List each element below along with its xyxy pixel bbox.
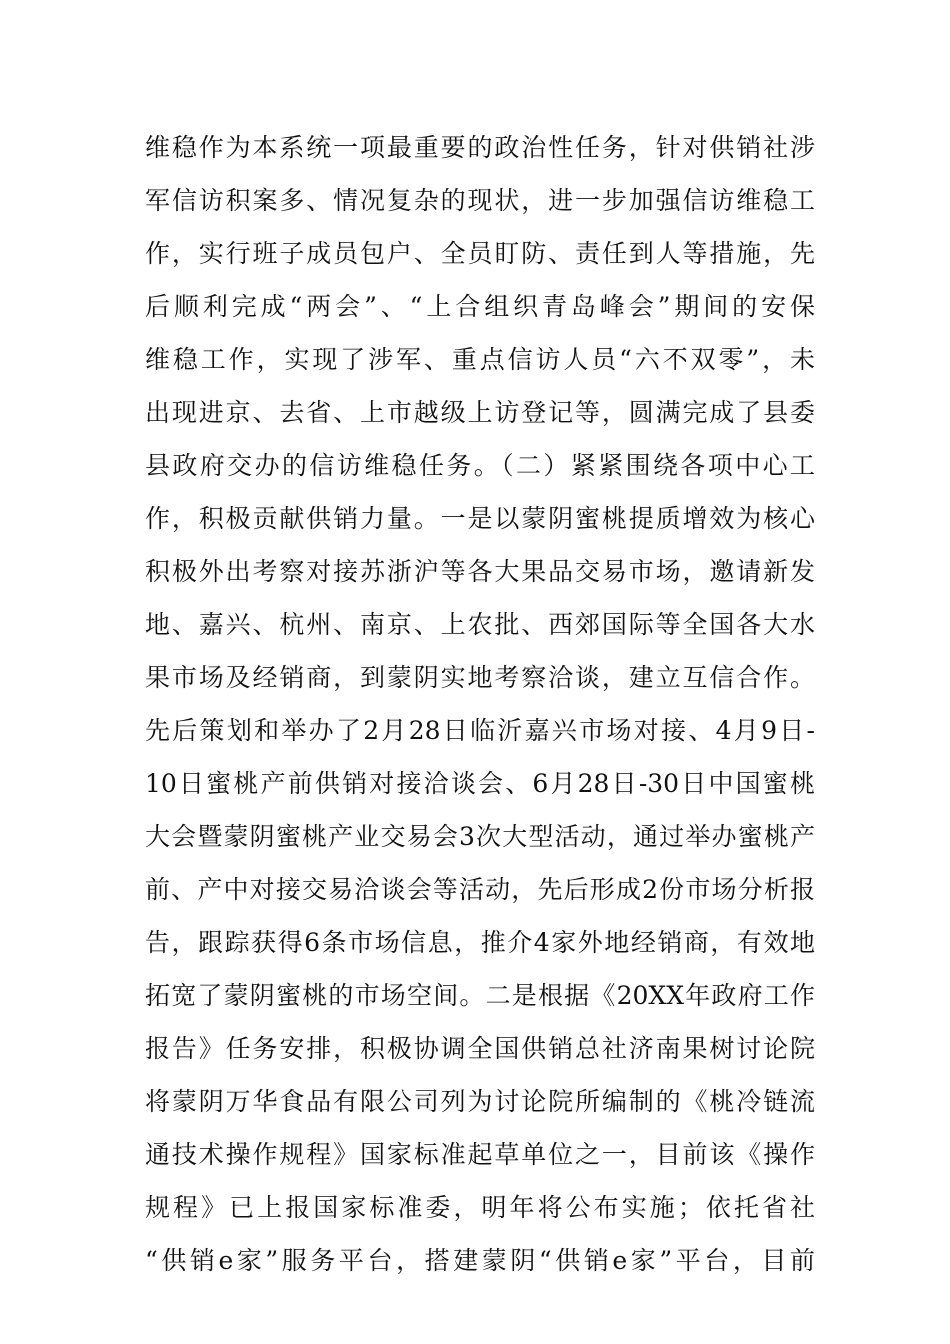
text-line: 作，实行班子成员包户、全员盯防、责任到人等措施，先 [145, 239, 815, 268]
text-line: 大会暨蒙阴蜜桃产业交易会3次大型活动，通过举办蜜桃产 [145, 822, 815, 851]
text-line: “供销e家”服务平台，搭建蒙阴“供销e家”平台，目前 [145, 1246, 815, 1275]
text-line: 前、产中对接交易洽谈会等活动，先后形成2份市场分析报 [145, 875, 815, 904]
text-line: 先后策划和举办了2月28日临沂嘉兴市场对接、4月9日- [145, 716, 815, 745]
text-line: 10日蜜桃产前供销对接洽谈会、6月28日-30日中国蜜桃 [145, 769, 815, 798]
text-line: 军信访积案多、情况复杂的现状，进一步加强信访维稳工 [145, 186, 815, 215]
text-line: 县政府交办的信访维稳任务。（二）紧紧围绕各项中心工 [145, 451, 815, 480]
text-line: 地、嘉兴、杭州、南京、上农批、西郊国际等全国各大水 [145, 610, 815, 639]
text-line: 作，积极贡献供销力量。一是以蒙阴蜜桃提质增效为核心 [145, 504, 815, 533]
text-line: 规程》已上报国家标准委，明年将公布实施；依托省社 [145, 1193, 815, 1222]
text-line: 报告》任务安排，积极协调全国供销总社济南果树讨论院 [145, 1034, 815, 1063]
text-line: 后顺利完成“两会”、“上合组织青岛峰会”期间的安保 [145, 292, 815, 321]
body-text [145, 121, 815, 1287]
text-line: 积极外出考察对接苏浙沪等各大果品交易市场，邀请新发 [145, 557, 815, 586]
text-line: 将蒙阴万华食品有限公司列为讨论院所编制的《桃冷链流 [145, 1087, 815, 1116]
text-line: 出现进京、去省、上市越级上访登记等，圆满完成了县委 [145, 398, 815, 427]
text-line: 维稳工作，实现了涉军、重点信访人员“六不双零”，未 [145, 345, 815, 374]
text-line: 通技术操作规程》国家标准起草单位之一，目前该《操作 [145, 1140, 815, 1169]
text-line: 维稳作为本系统一项最重要的政治性任务，针对供销社涉 [145, 133, 815, 162]
text-line: 拓宽了蒙阴蜜桃的市场空间。二是根据《20XX年政府工作 [145, 981, 815, 1010]
text-line: 告，跟踪获得6条市场信息，推介4家外地经销商，有效地 [145, 928, 815, 957]
text-line: 果市场及经销商，到蒙阴实地考察洽谈，建立互信合作。 [145, 663, 815, 692]
